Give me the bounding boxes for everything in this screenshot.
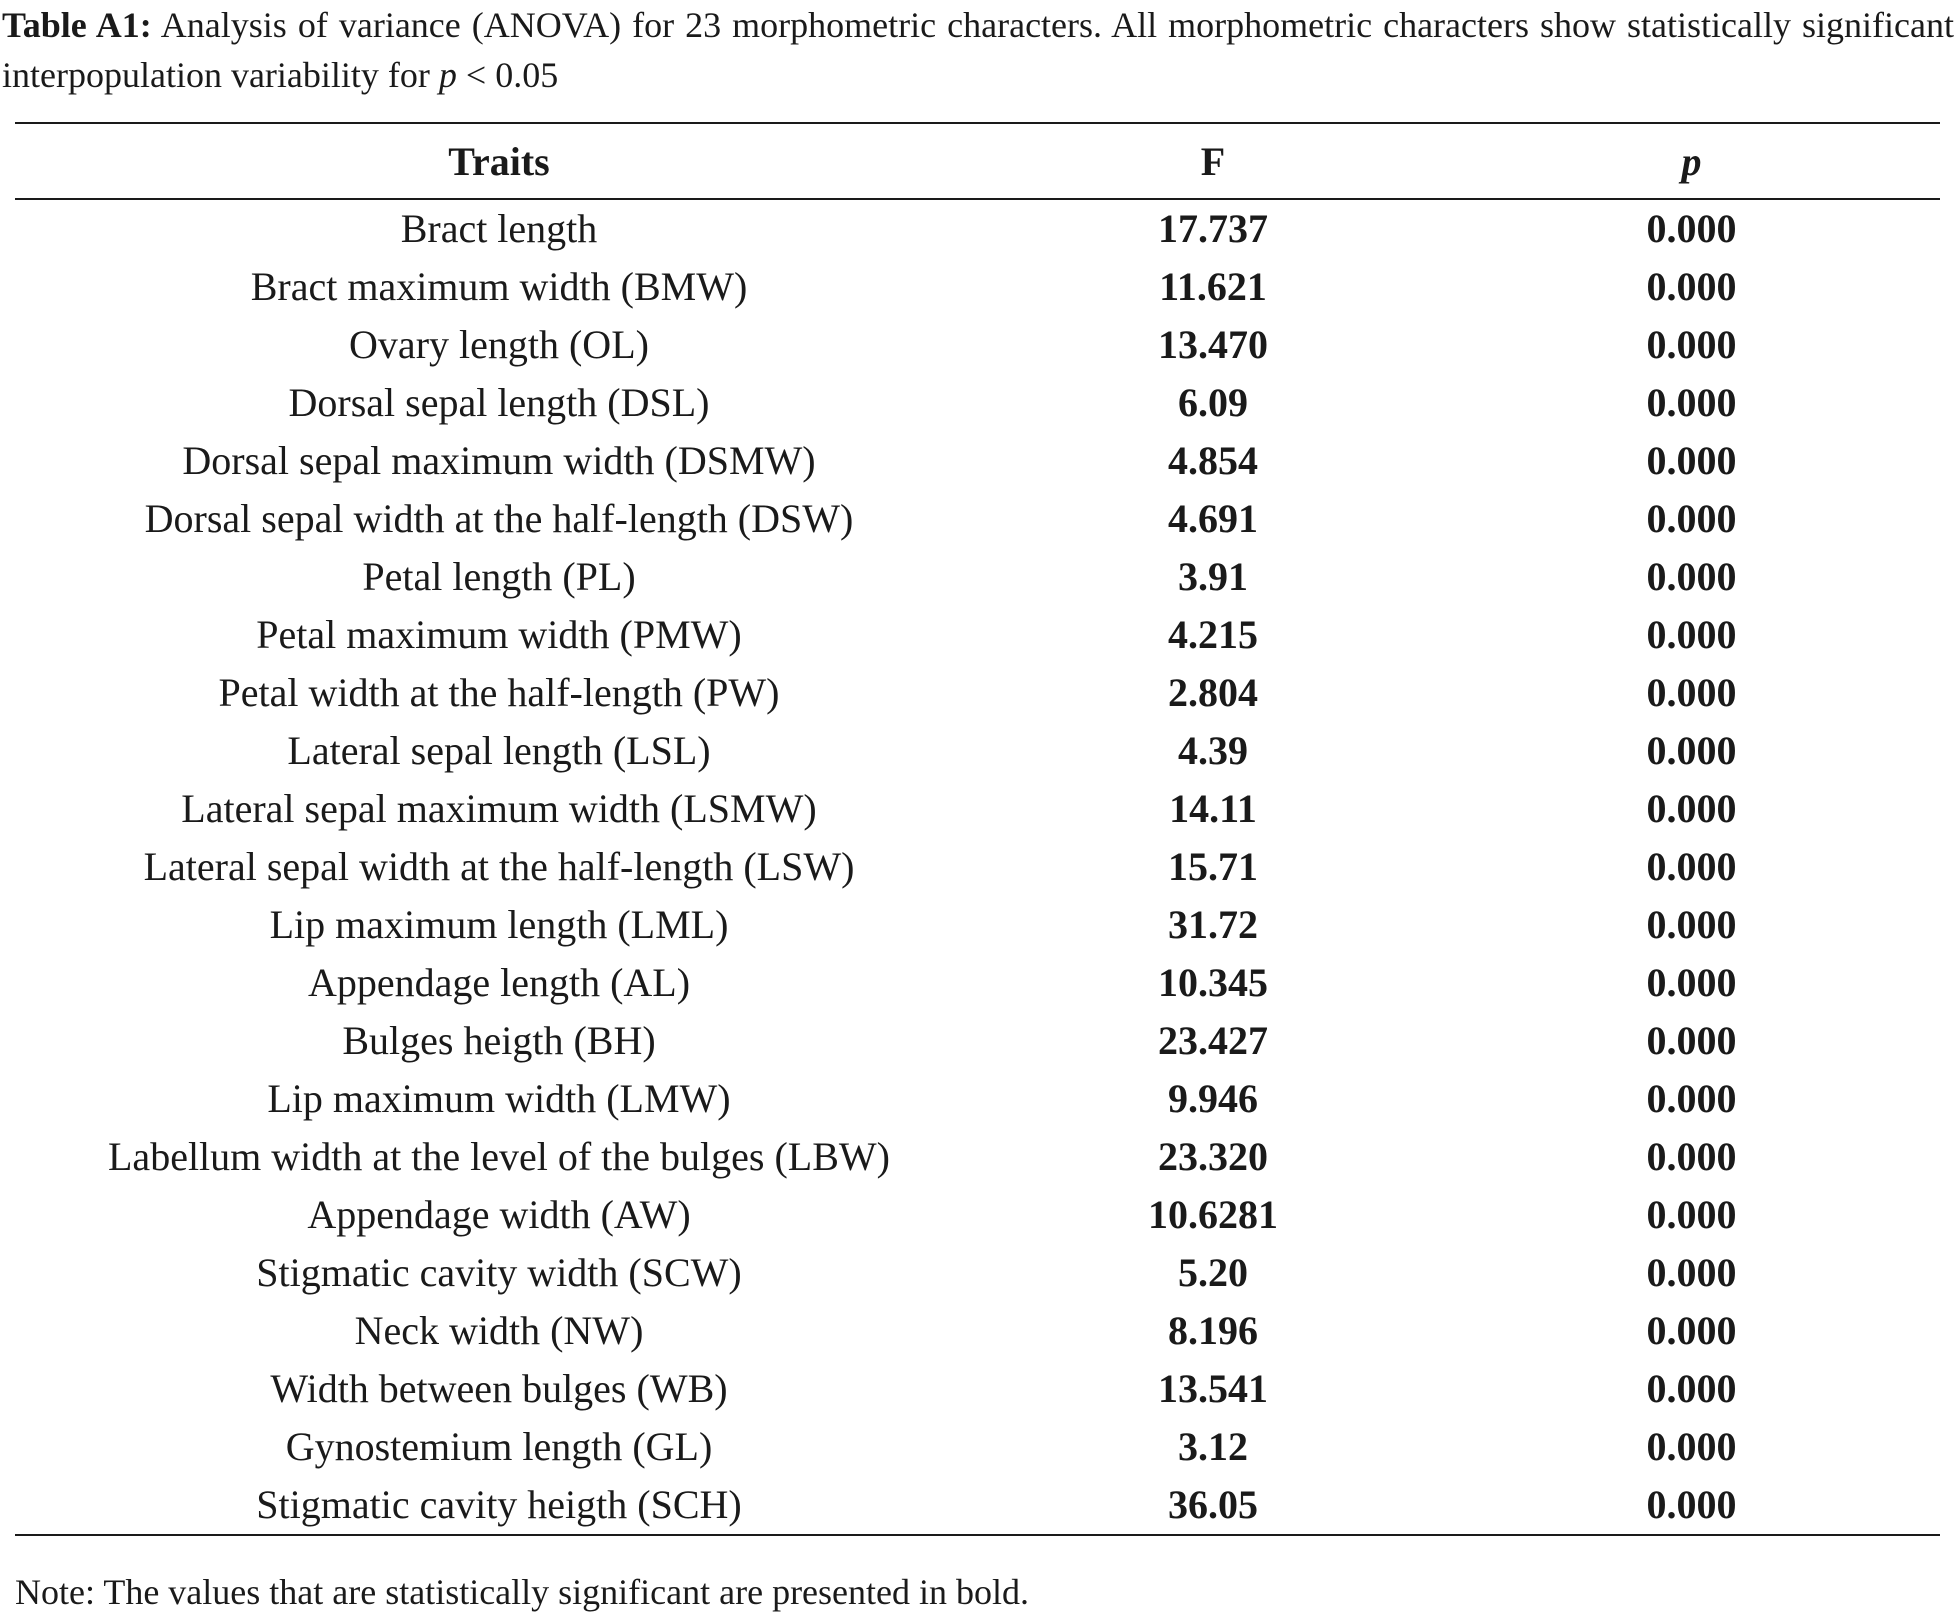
trait-cell: Dorsal sepal length (DSL) (288, 380, 710, 425)
trait-cell: Bulges heigth (BH) (342, 1018, 656, 1063)
f-value-cell: 23.427 (1158, 1018, 1268, 1063)
p-value-cell: 0.000 (1646, 380, 1737, 425)
f-value-cell: 31.72 (1168, 902, 1258, 947)
f-value-cell: 8.196 (1168, 1308, 1258, 1353)
table-row (15, 1418, 1940, 1476)
table-row (15, 722, 1940, 780)
caption-p-variable: p (438, 55, 457, 95)
f-value-cell: 36.05 (983, 1476, 1443, 1535)
f-value-cell: 2.804 (1168, 670, 1258, 715)
f-value-cell: 4.215 (1168, 612, 1258, 657)
trait-cell: Dorsal sepal width at the half-length (DSW) (144, 496, 854, 541)
trait-cell: Bract maximum width (BMW) (250, 264, 748, 309)
header-row (15, 123, 1940, 199)
table-row (15, 1476, 1940, 1535)
table-row (15, 1244, 1940, 1302)
trait-cell: Stigmatic cavity heigth (SCH) (15, 1476, 983, 1535)
header-p: p (1443, 123, 1940, 199)
f-value-cell: 9.946 (1168, 1076, 1258, 1121)
p-value-cell: 0.000 (1646, 728, 1737, 773)
p-value-cell: 0.000 (1646, 1424, 1737, 1469)
p-value-cell: 0.000 (1646, 670, 1737, 715)
table-row (15, 896, 1940, 954)
table-row (15, 1012, 1940, 1070)
p-value-cell: 0.000 (1646, 1076, 1737, 1121)
p-value-cell: 0.000 (1646, 1018, 1737, 1063)
trait-cell: Petal length (PL) (362, 554, 636, 599)
p-value-cell: 0.000 (1646, 612, 1737, 657)
trait-cell: Neck width (NW) (354, 1308, 644, 1353)
p-value-cell: 0.000 (1646, 1308, 1737, 1353)
trait-cell: Lip maximum length (LML) (269, 902, 729, 947)
p-value-cell: 0.000 (1646, 554, 1737, 599)
trait-cell: Lateral sepal length (LSL) (287, 728, 711, 773)
header-traits: Traits (15, 123, 983, 199)
p-value-cell: 0.000 (1646, 496, 1737, 541)
f-value-cell: 13.470 (1158, 322, 1268, 367)
p-value-cell: 0.000 (1646, 786, 1737, 831)
table-row (15, 316, 1940, 374)
table-row (15, 1186, 1940, 1244)
p-value-cell: 0.000 (1646, 322, 1737, 367)
trait-cell: Dorsal sepal maximum width (DSMW) (182, 438, 816, 483)
f-value-cell: 5.20 (1178, 1250, 1248, 1295)
p-value-cell: 0.000 (1443, 1476, 1940, 1535)
f-value-cell: 11.621 (1159, 264, 1267, 309)
trait-cell: Lateral sepal maximum width (LSMW) (181, 786, 817, 831)
anova-table-container (15, 122, 1940, 1536)
f-value-cell: 10.6281 (1148, 1192, 1278, 1237)
caption-text: Analysis of variance (ANOVA) for 23 morphometric characters. All morphometric characters show statistically significant interpopulation variability for (2, 5, 1954, 95)
trait-cell: Appendage length (AL) (307, 960, 691, 1005)
table-row (15, 199, 1940, 258)
trait-cell: Width between bulges (WB) (270, 1366, 728, 1411)
table-row (15, 664, 1940, 722)
f-value-cell: 14.11 (1169, 786, 1257, 831)
f-value-cell: 6.09 (1178, 380, 1248, 425)
f-value-cell: 3.91 (1178, 554, 1248, 599)
trait-cell: Labellum width at the level of the bulges (LBW) (108, 1134, 890, 1179)
table-row (15, 258, 1940, 316)
table-row (15, 1128, 1940, 1186)
table-row (15, 490, 1940, 548)
table-row (15, 780, 1940, 838)
trait-cell: Lip maximum width (LMW) (267, 1076, 731, 1121)
f-value-cell: 23.320 (1158, 1134, 1268, 1179)
header-f: F (983, 123, 1443, 199)
f-value-cell: 13.541 (1158, 1366, 1268, 1411)
caption-threshold: < 0.05 (465, 55, 559, 95)
p-value-cell: 0.000 (1646, 1366, 1737, 1411)
p-value-cell: 0.000 (1646, 960, 1737, 1005)
trait-cell: Appendage width (AW) (307, 1192, 691, 1237)
trait-cell: Gynostemium length (GL) (285, 1424, 713, 1469)
table-caption (2, 0, 1954, 100)
caption-label: Table A1: (2, 5, 152, 45)
table-row (15, 548, 1940, 606)
table-row (15, 606, 1940, 664)
trait-cell: Stigmatic cavity width (SCW) (256, 1250, 742, 1295)
f-value-cell: 15.71 (1168, 844, 1258, 889)
trait-cell: Petal width at the half-length (PW) (218, 670, 780, 715)
p-value-cell: 0.000 (1646, 902, 1737, 947)
table-body (15, 199, 1940, 1535)
p-value-cell: 0.000 (1646, 206, 1737, 251)
p-value-cell: 0.000 (1646, 264, 1737, 309)
table-row (15, 1360, 1940, 1418)
trait-cell: Bract length (400, 206, 598, 251)
p-value-cell: 0.000 (1646, 844, 1737, 889)
p-value-cell: 0.000 (1646, 1134, 1737, 1179)
table-row (15, 1302, 1940, 1360)
f-value-cell: 10.345 (1158, 960, 1268, 1005)
trait-cell: Ovary length (OL) (349, 322, 649, 367)
p-value-cell: 0.000 (1646, 1250, 1737, 1295)
f-value-cell: 4.854 (1168, 438, 1258, 483)
table-note: Note: The values that are statistically significant are presented in bold. (15, 1572, 1030, 1612)
trait-cell: Petal maximum width (PMW) (256, 612, 742, 657)
table-row (15, 838, 1940, 896)
trait-cell: Lateral sepal width at the half-length (LSW) (143, 844, 855, 889)
anova-table (15, 122, 1940, 1536)
f-value-cell: 17.737 (1158, 206, 1268, 251)
table-row (15, 432, 1940, 490)
f-value-cell: 4.691 (1168, 496, 1258, 541)
table-row (15, 954, 1940, 1012)
table-row (15, 374, 1940, 432)
f-value-cell: 3.12 (1178, 1424, 1248, 1469)
p-value-cell: 0.000 (1646, 1192, 1737, 1237)
table-row (15, 1070, 1940, 1128)
p-value-cell: 0.000 (1646, 438, 1737, 483)
f-value-cell: 4.39 (1178, 728, 1248, 773)
